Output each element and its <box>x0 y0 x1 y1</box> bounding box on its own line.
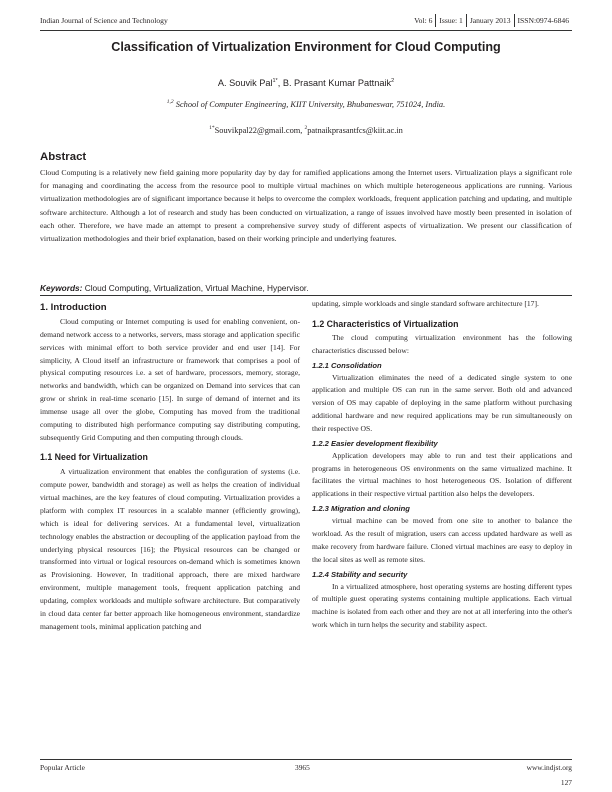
left-column <box>40 298 300 633</box>
footer-divider <box>40 759 572 760</box>
affiliation-text: School of Computer Engineering, KIIT University, Bhubaneswar, 751024, India. <box>173 100 446 109</box>
affiliation-mark: 1,2 <box>166 99 174 105</box>
continued-paragraph: updating, simple workloads and single standard software architecture [17]. <box>312 299 539 308</box>
header-divider <box>40 30 572 31</box>
page-number: 127 <box>560 778 572 787</box>
article-type: Popular Article <box>40 763 85 772</box>
keywords-divider <box>40 295 572 296</box>
easier-development-paragraph: Application developers may able to run and test their applications and programs in heterogeneous OS environments on the same virtualized machine. It facilitates the virtual machines to host heterogeneous OS. Isolation of different applications in their respective virtual partition also helps the developers. <box>312 450 572 499</box>
stability-paragraph: In a virtualized atmosphere, host operating systems are hosting different types of multiple guest operating systems containing multiple applications. Each virtual machine is isolated from each other and they are not at all interfering into the other's work which in turn helps the security and stability aspect. <box>312 581 572 630</box>
section-heading-introduction: 1. Introduction <box>40 302 107 313</box>
subsection-heading-easier-development: 1.2.2 Easier development flexibility <box>312 438 438 448</box>
subsection-heading-stability: 1.2.4 Stability and security <box>312 569 408 579</box>
consolidation-paragraph: Virtualization eliminates the need of a dedicated single system to one application and multiple OS can run in the same server. Both old and advanced version of OS may capable of deploying in the same platform without purchasing additional hardware and new required applications may be run simultaneously on their respective OS. <box>312 372 572 433</box>
affiliation <box>40 100 572 109</box>
author-emails <box>40 126 572 135</box>
right-column <box>312 298 572 632</box>
author-separator: , <box>277 78 283 88</box>
keywords <box>40 283 572 293</box>
volume-label: Vol: 6 <box>414 16 433 25</box>
issue-label: Issue: 1 <box>435 14 465 27</box>
date-label: January 2013 <box>466 14 514 27</box>
subsection-heading-consolidation: 1.2.1 Consolidation <box>312 360 382 370</box>
journal-page-number: 3965 <box>295 763 310 772</box>
author-2-affiliation-mark: 2 <box>391 78 395 84</box>
email-1-mark: 1* <box>209 125 215 131</box>
abstract-text: Cloud Computing is a relatively new field gaining more popularity day by day for ramified applications among the Internet users. Virtualization plays a significant role for managing and coordinating the access from the resource pool to multiple virtual machines on which multiple heterogeneous applications are running. Various virtualization methodologies are of significant importance because it helps to overcome the complex workloads, frequent application patching and updating, and multiple software architecture. Although a lot of research and study has been conducted on virtualization, a range of issues involved have mostly been presented in isolation of each other. Therefore, we have made an attempt to present a comprehensive survey study of different aspects of virtualization. We present our classification of virtualization methodologies and their brief explanation, based on their working principle and underlying features. <box>40 168 572 244</box>
migration-paragraph: virtual machine can be moved from one site to another to balance the workload. As the result of migration, users can access updated hardware as well as make recovery from hardware failure. Cloned virtual machines are easy to deploy in the local sites as well as remote sites. <box>312 516 572 564</box>
keywords-text: Cloud Computing, Virtualization, Virtual Machine, Hypervisor. <box>82 283 309 293</box>
subsection-heading-migration: 1.2.3 Migration and cloning <box>312 504 410 514</box>
section-heading-characteristics: 1.2 Characteristics of Virtualization <box>312 318 459 329</box>
journal-website[interactable]: www.indjst.org <box>526 763 572 772</box>
need-for-virtualization-paragraph: A virtualization environment that enables the configuration of systems (i.e. compute power, bandwidth and storage) as well as helps the creation of individual virtual machines, are the key features of cloud computing. Virtualization provides a platform with complex IT resources in a scalable manner (efficiently growing), which is ideal for delivering services. At a fundamental level, virtualization technology enables the abstraction or decoupling of the application payload from the underlying physical resources [16]; the Physical resources can be changed or transformed into virtual or logical resources on-demand which is sometimes known as Provisioning. However, In traditional approach, there are mixed hardware environment, multiple management tools, frequent application patching and updating, complex workloads and multiple software architecture. But comparatively in cloud data center far better approach like homogeneous environment, standardize management tools, minimal application patching and <box>40 467 300 631</box>
keywords-label: Keywords: <box>40 283 83 293</box>
email-2[interactable]: patnaikprasantfcs@kiit.ac.in <box>307 126 403 135</box>
issue-metadata <box>411 14 572 27</box>
author-1-affiliation-mark: 1* <box>272 78 278 84</box>
email-1[interactable]: Souvikpal22@gmail.com, <box>214 126 305 135</box>
running-header <box>40 14 572 28</box>
paper-title: Classification of Virtualization Environment for Cloud Computing <box>111 40 501 54</box>
characteristics-paragraph: The cloud computing virtualization environment has the following characteristics discussed below: <box>312 332 572 355</box>
email-2-mark: 2 <box>304 125 308 131</box>
journal-name: Indian Journal of Science and Technology <box>40 16 168 25</box>
section-heading-need-for-virtualization: 1.1 Need for Virtualization <box>40 452 148 463</box>
abstract-heading: Abstract <box>40 151 87 163</box>
author-2: B. Prasant Kumar Pattnaik <box>282 78 392 88</box>
author-list <box>40 78 572 88</box>
issn-label: ISSN:0974-6846 <box>514 14 572 27</box>
author-1: A. Souvik Pal <box>217 78 273 88</box>
introduction-paragraph: Cloud computing or Internet computing is used for enabling convenient, on-demand network access to a networks, servers, mass storage and application specific services with minimal effort to both service provider and end user [14]. For simplicity, A Cloud itself an infrastructure or framework that comprises a pool of physical computing resources i.e. a set of hardware, processors, memory, storage, networks and bandwidth, which can be organized on Demand into services that can grow or shrink in real-time scenario [15]. In surge of demand of internet and its immense usage all over the globe, Computing has moved from the traditional computing to distributed high performance computing say distributing computing, subsequently Grid Computing and then computing through clouds. <box>40 317 300 442</box>
